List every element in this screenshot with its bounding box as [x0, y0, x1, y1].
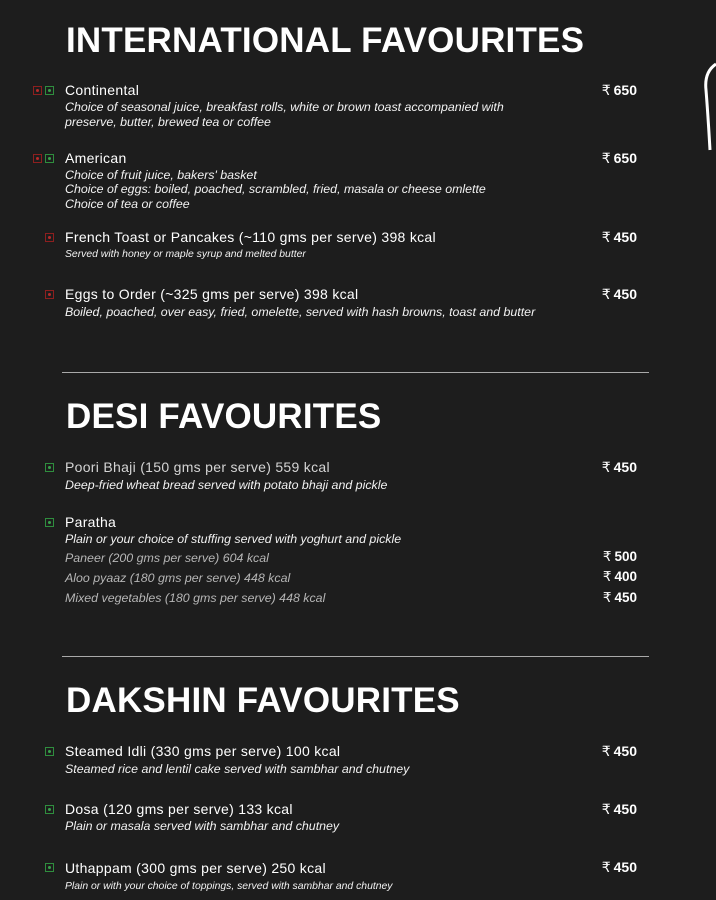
decorative-line-art	[696, 60, 716, 160]
rupee-icon: ₹	[602, 569, 612, 584]
option-name: Paneer (200 gms per serve) 604 kcal	[65, 551, 269, 565]
item-price: ₹ 450	[601, 801, 637, 817]
item-price: ₹ 450	[601, 286, 637, 302]
item-price: ₹ 650	[601, 150, 637, 166]
rupee-icon: ₹	[601, 859, 611, 875]
rupee-icon: ₹	[601, 743, 611, 759]
section-title-desi: DESI FAVOURITES	[66, 397, 382, 436]
veg-icon	[45, 154, 54, 163]
option-name: Aloo pyaaz (180 gms per serve) 448 kcal	[65, 571, 291, 585]
item-description: Choice of fruit juice, bakers' basket	[65, 168, 257, 182]
rupee-icon: ₹	[601, 82, 611, 98]
rupee-icon: ₹	[601, 801, 611, 817]
section-divider	[62, 656, 649, 657]
item-price: ₹ 650	[601, 82, 637, 98]
item-description: Served with honey or maple syrup and melted butter	[65, 249, 306, 260]
item-description: Plain or with your choice of toppings, served with sambhar and chutney	[65, 881, 393, 892]
item-price: ₹ 450	[601, 859, 637, 875]
option-price: ₹ 500	[602, 549, 637, 564]
item-name: Uthappam (300 gms per serve) 250 kcal	[65, 860, 326, 876]
item-name: Poori Bhaji (150 gms per serve) 559 kcal	[65, 459, 330, 475]
item-description: Choice of seasonal juice, breakfast rolls, white or brown toast accompanied with	[65, 100, 504, 114]
item-price: ₹ 450	[601, 459, 637, 475]
veg-icon	[45, 747, 54, 756]
item-name: Steamed Idli (330 gms per serve) 100 kcal	[65, 743, 341, 759]
section-divider	[62, 372, 649, 373]
item-description: Plain or masala served with sambhar and chutney	[65, 819, 340, 833]
section-title-international: INTERNATIONAL FAVOURITES	[66, 21, 585, 60]
rupee-icon: ₹	[601, 229, 611, 245]
item-description: Boiled, poached, over easy, fried, omelette, served with hash browns, toast and butter	[65, 305, 536, 319]
option-name: Mixed vegetables (180 gms per serve) 448 kcal	[65, 591, 326, 605]
veg-icon	[45, 518, 54, 527]
item-description: Steamed rice and lentil cake served with sambhar and chutney	[65, 762, 410, 776]
rupee-icon: ₹	[601, 150, 611, 166]
item-name: Dosa (120 gms per serve) 133 kcal	[65, 801, 293, 817]
item-price: ₹ 450	[601, 229, 637, 245]
rupee-icon: ₹	[602, 590, 612, 605]
item-name: French Toast or Pancakes (~110 gms per serve) 398 kcal	[65, 229, 436, 245]
option-price: ₹ 450	[602, 590, 637, 605]
option-price: ₹ 400	[602, 569, 637, 584]
item-description: preserve, butter, brewed tea or coffee	[65, 115, 271, 129]
non-veg-icon	[45, 290, 54, 299]
item-name: Paratha	[65, 514, 117, 530]
veg-icon	[45, 805, 54, 814]
section-title-dakshin: DAKSHIN FAVOURITES	[66, 681, 460, 720]
rupee-icon: ₹	[601, 286, 611, 302]
veg-icon	[45, 86, 54, 95]
veg-icon	[45, 863, 54, 872]
veg-icon	[45, 463, 54, 472]
item-description: Deep-fried wheat bread served with potato bhaji and pickle	[65, 478, 388, 492]
item-description: Plain or your choice of stuffing served with yoghurt and pickle	[65, 532, 402, 546]
non-veg-icon	[33, 86, 42, 95]
item-price: ₹ 450	[601, 743, 637, 759]
non-veg-icon	[33, 154, 42, 163]
item-name: American	[65, 150, 127, 166]
rupee-icon: ₹	[602, 549, 612, 564]
item-description: Choice of eggs: boiled, poached, scrambled, fried, masala or cheese omlette	[65, 182, 486, 196]
item-name: Continental	[65, 82, 140, 98]
non-veg-icon	[45, 233, 54, 242]
rupee-icon: ₹	[601, 459, 611, 475]
item-description: Choice of tea or coffee	[65, 197, 190, 211]
item-name: Eggs to Order (~325 gms per serve) 398 kcal	[65, 286, 359, 302]
